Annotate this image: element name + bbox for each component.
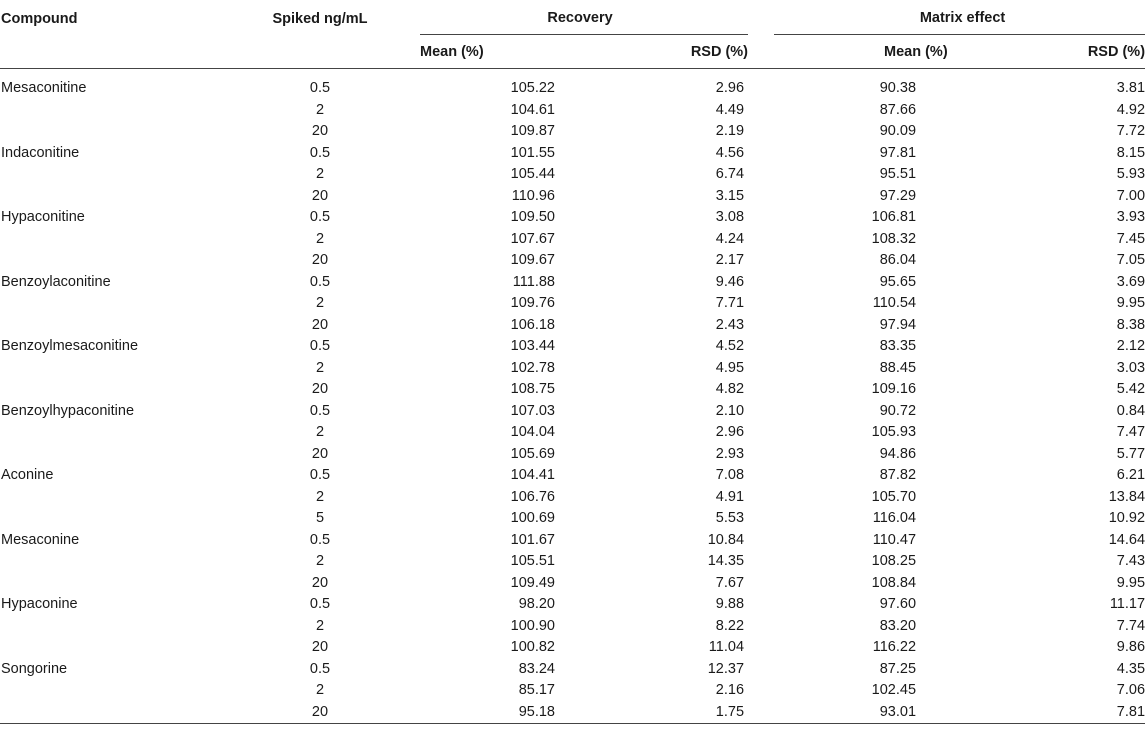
table-row xyxy=(0,551,1145,573)
cell-matrix-mean: 87.66 xyxy=(879,101,917,118)
header-recovery xyxy=(400,0,760,35)
cell-compound xyxy=(0,487,240,509)
table-row xyxy=(0,293,1145,315)
cell-recovery-rsd: 3.08 xyxy=(715,209,745,225)
cell-compound xyxy=(0,573,240,595)
cell-compound: Songorine xyxy=(1,660,68,677)
cell-spiked: 0.5 xyxy=(309,467,331,483)
cell-recovery-mean: 105.51 xyxy=(510,553,555,569)
cell-spiked: 2 xyxy=(315,101,325,118)
cell-spiked: 0.5 xyxy=(309,596,331,612)
cell-spiked: 2 xyxy=(315,166,325,182)
cell-matrix-rsd: 9.95 xyxy=(1116,574,1145,591)
cell-spiked: 2 xyxy=(315,553,325,569)
cell-spiked: 20 xyxy=(311,574,329,591)
table-row xyxy=(0,487,1145,509)
cell-compound xyxy=(0,250,240,272)
cell-matrix-mean: 108.25 xyxy=(871,553,917,569)
cell-compound xyxy=(0,164,240,186)
cell-recovery-mean: 109.67 xyxy=(510,252,555,268)
cell-recovery-mean: 105.22 xyxy=(510,80,555,96)
cell-matrix-rsd: 4.92 xyxy=(1116,101,1145,118)
cell-recovery-mean: 107.03 xyxy=(510,402,555,419)
cell-recovery-rsd: 7.08 xyxy=(715,467,745,483)
cell-matrix-mean: 87.25 xyxy=(879,660,917,677)
cell-compound: Benzoylmesaconitine xyxy=(1,338,139,354)
cell-compound: Hypaconine xyxy=(1,596,78,612)
header-matrix-effect xyxy=(760,0,1145,35)
cell-matrix-rsd: 7.00 xyxy=(1116,187,1145,204)
cell-spiked: 5 xyxy=(315,510,325,526)
cell-recovery-mean: 100.90 xyxy=(510,617,555,634)
cell-compound xyxy=(0,422,240,444)
table-row xyxy=(0,530,1145,552)
cell-compound xyxy=(0,293,240,315)
cell-matrix-mean: 83.35 xyxy=(879,338,917,354)
cell-recovery-rsd: 2.93 xyxy=(715,445,745,462)
cell-recovery-rsd: 4.24 xyxy=(715,230,745,247)
cell-matrix-rsd: 4.35 xyxy=(1116,660,1145,677)
cell-matrix-mean: 97.29 xyxy=(879,187,917,204)
cell-recovery-rsd: 2.16 xyxy=(715,682,745,698)
cell-spiked: 20 xyxy=(311,639,329,655)
table-body xyxy=(0,69,1145,724)
table-row xyxy=(0,659,1145,681)
table-row xyxy=(0,444,1145,466)
table-row xyxy=(0,422,1145,444)
cell-spiked: 20 xyxy=(240,702,400,724)
cell-spiked: 2 xyxy=(315,617,325,634)
cell-recovery-rsd: 2.19 xyxy=(715,123,745,139)
cell-compound: Aconine xyxy=(1,467,54,483)
cell-matrix-mean: 102.45 xyxy=(871,682,917,698)
cell-recovery-rsd: 1.75 xyxy=(555,702,760,724)
cell-compound xyxy=(0,315,240,337)
cell-recovery-mean: 109.87 xyxy=(510,123,555,139)
cell-matrix-mean: 116.22 xyxy=(872,639,917,655)
cell-matrix-rsd: 8.38 xyxy=(1116,316,1145,333)
cell-recovery-mean: 104.41 xyxy=(510,467,555,483)
recovery-rule xyxy=(420,34,748,35)
cell-recovery-rsd: 2.96 xyxy=(715,424,745,440)
header-recovery-label: Recovery xyxy=(547,9,613,26)
table-row xyxy=(0,637,1145,659)
cell-spiked: 2 xyxy=(315,295,325,311)
cell-recovery-rsd: 2.96 xyxy=(715,80,745,96)
cell-recovery-rsd: 4.52 xyxy=(715,338,745,354)
cell-matrix-mean: 93.01 xyxy=(760,702,940,724)
cell-recovery-mean: 104.61 xyxy=(510,101,555,118)
cell-matrix-mean: 90.38 xyxy=(879,80,917,96)
table-row xyxy=(0,379,1145,401)
cell-recovery-mean: 108.75 xyxy=(510,381,555,397)
cell-compound xyxy=(0,616,240,638)
table-row xyxy=(0,358,1145,380)
cell-compound xyxy=(0,680,240,702)
cell-matrix-rsd: 7.06 xyxy=(1116,682,1145,698)
cell-compound xyxy=(0,358,240,380)
cell-spiked: 20 xyxy=(311,252,329,268)
cell-matrix-rsd: 5.42 xyxy=(1116,381,1145,397)
cell-compound xyxy=(0,379,240,401)
cell-matrix-rsd: 7.72 xyxy=(1116,123,1145,139)
cell-matrix-rsd: 8.15 xyxy=(1116,144,1145,161)
header-recovery-rsd: RSD (%) xyxy=(555,35,760,69)
cell-recovery-rsd: 10.84 xyxy=(707,531,745,548)
cell-matrix-mean: 110.54 xyxy=(872,295,917,311)
cell-matrix-rsd: 3.81 xyxy=(1116,80,1145,96)
cell-recovery-rsd: 14.35 xyxy=(707,553,745,569)
cell-spiked: 0.5 xyxy=(309,338,331,354)
cell-spiked: 20 xyxy=(311,316,329,333)
cell-compound xyxy=(0,121,240,143)
cell-matrix-rsd: 5.93 xyxy=(1116,166,1145,182)
cell-matrix-mean: 83.20 xyxy=(879,617,917,634)
cell-matrix-rsd: 7.43 xyxy=(1116,553,1145,569)
cell-compound xyxy=(0,508,240,530)
cell-compound: Indaconitine xyxy=(1,144,80,161)
cell-compound xyxy=(0,444,240,466)
cell-recovery-rsd: 6.74 xyxy=(715,166,745,182)
cell-matrix-rsd: 7.81 xyxy=(940,702,1145,724)
cell-spiked: 0.5 xyxy=(309,531,331,548)
table-row xyxy=(0,186,1145,208)
cell-spiked: 0.5 xyxy=(309,660,331,677)
header-matrix-rsd: RSD (%) xyxy=(940,35,1145,69)
cell-recovery-mean: 111.88 xyxy=(512,273,555,290)
cell-recovery-mean: 83.24 xyxy=(518,660,555,677)
cell-matrix-mean: 94.86 xyxy=(879,445,917,462)
cell-recovery-rsd: 9.88 xyxy=(715,596,745,612)
cell-matrix-mean: 95.65 xyxy=(879,273,917,290)
cell-recovery-mean: 101.67 xyxy=(510,531,555,548)
table-row xyxy=(0,336,1145,358)
cell-compound xyxy=(0,637,240,659)
cell-matrix-rsd: 10.92 xyxy=(1108,510,1145,526)
cell-compound xyxy=(0,702,240,724)
header-row-groups xyxy=(0,0,1145,35)
cell-recovery-rsd: 2.17 xyxy=(715,252,745,268)
cell-spiked: 2 xyxy=(315,424,325,440)
table-row xyxy=(0,508,1145,530)
table-row xyxy=(0,250,1145,272)
cell-recovery-mean: 109.76 xyxy=(510,295,555,311)
cell-recovery-rsd: 11.04 xyxy=(708,639,745,655)
cell-matrix-rsd: 2.12 xyxy=(1116,338,1145,354)
cell-matrix-rsd: 3.69 xyxy=(1116,273,1145,290)
cell-recovery-rsd: 7.67 xyxy=(715,574,745,591)
cell-recovery-rsd: 9.46 xyxy=(715,273,745,290)
cell-matrix-rsd: 5.77 xyxy=(1116,445,1145,462)
cell-compound: Mesaconitine xyxy=(1,80,87,96)
cell-recovery-rsd: 4.82 xyxy=(715,381,745,397)
header-spiked: Spiked ng/mL xyxy=(240,0,400,69)
cell-compound xyxy=(0,551,240,573)
cell-recovery-rsd: 4.49 xyxy=(715,101,745,118)
cell-recovery-rsd: 2.43 xyxy=(715,316,745,333)
cell-compound: Hypaconitine xyxy=(1,209,85,225)
cell-spiked: 20 xyxy=(311,445,329,462)
cell-spiked: 0.5 xyxy=(309,273,331,290)
cell-matrix-rsd: 11.17 xyxy=(1109,596,1145,612)
cell-recovery-mean: 95.18 xyxy=(400,702,555,724)
cell-matrix-mean: 95.51 xyxy=(879,166,917,182)
table-row xyxy=(0,573,1145,595)
cell-spiked: 2 xyxy=(315,230,325,247)
table-row xyxy=(0,272,1145,294)
cell-recovery-rsd: 4.56 xyxy=(715,144,745,161)
cell-spiked: 20 xyxy=(311,381,329,397)
table-row xyxy=(0,164,1145,186)
cell-matrix-mean: 110.47 xyxy=(872,531,917,548)
cell-spiked: 0.5 xyxy=(309,80,331,96)
cell-matrix-mean: 90.72 xyxy=(879,402,917,419)
table-row xyxy=(0,465,1145,487)
cell-matrix-rsd: 6.21 xyxy=(1116,467,1145,483)
table-row xyxy=(0,401,1145,423)
cell-spiked: 0.5 xyxy=(309,144,331,161)
table-row xyxy=(0,143,1145,165)
cell-compound xyxy=(0,100,240,122)
header-recovery-mean: Mean (%) xyxy=(400,35,555,69)
cell-recovery-rsd: 5.53 xyxy=(715,510,745,526)
cell-matrix-mean: 97.81 xyxy=(879,144,917,161)
cell-spiked: 2 xyxy=(315,682,325,698)
cell-recovery-mean: 101.55 xyxy=(510,144,555,161)
header-matrix-label: Matrix effect xyxy=(919,9,1006,26)
cell-matrix-rsd: 9.86 xyxy=(1116,639,1145,655)
cell-matrix-rsd: 14.64 xyxy=(1108,531,1145,548)
cell-recovery-mean: 100.69 xyxy=(510,510,555,526)
cell-compound: Benzoylaconitine xyxy=(1,273,111,290)
cell-matrix-mean: 87.82 xyxy=(879,467,917,483)
cell-compound: Benzoylhypaconitine xyxy=(1,402,135,419)
cell-compound: Mesaconine xyxy=(1,531,80,548)
table-row xyxy=(0,594,1145,616)
header-compound: Compound xyxy=(0,0,240,69)
cell-matrix-mean: 108.32 xyxy=(871,230,917,247)
header-matrix-mean: Mean (%) xyxy=(760,35,940,69)
cell-matrix-rsd: 9.95 xyxy=(1116,295,1145,311)
table-row xyxy=(0,680,1145,702)
cell-spiked: 0.5 xyxy=(309,402,331,419)
cell-recovery-mean: 107.67 xyxy=(510,230,555,247)
cell-matrix-rsd: 7.47 xyxy=(1116,424,1145,440)
cell-recovery-mean: 85.17 xyxy=(518,682,555,698)
cell-recovery-mean: 104.04 xyxy=(510,424,555,440)
cell-matrix-mean: 90.09 xyxy=(879,123,917,139)
cell-matrix-mean: 106.81 xyxy=(871,209,917,225)
cell-recovery-mean: 109.49 xyxy=(510,574,555,591)
cell-spiked: 20 xyxy=(311,123,329,139)
cell-recovery-mean: 102.78 xyxy=(510,359,555,376)
cell-matrix-mean: 86.04 xyxy=(879,252,917,268)
cell-matrix-mean: 105.70 xyxy=(871,488,917,505)
cell-compound xyxy=(0,229,240,251)
cell-recovery-rsd: 3.15 xyxy=(715,187,745,204)
cell-recovery-mean: 105.69 xyxy=(510,445,555,462)
cell-matrix-rsd: 7.45 xyxy=(1116,230,1145,247)
cell-recovery-mean: 98.20 xyxy=(518,596,555,612)
cell-recovery-rsd: 7.71 xyxy=(715,295,745,311)
cell-matrix-rsd: 7.05 xyxy=(1116,252,1145,268)
cell-recovery-rsd: 12.37 xyxy=(707,660,745,677)
table-row xyxy=(0,121,1145,143)
cell-recovery-rsd: 4.95 xyxy=(715,359,745,376)
cell-recovery-mean: 105.44 xyxy=(510,166,555,182)
table-row xyxy=(0,207,1145,229)
cell-matrix-mean: 88.45 xyxy=(879,359,917,376)
cell-spiked: 0.5 xyxy=(309,209,331,225)
table-row xyxy=(0,229,1145,251)
cell-recovery-rsd: 4.91 xyxy=(715,488,745,505)
table-row xyxy=(0,616,1145,638)
cell-recovery-mean: 106.18 xyxy=(510,316,555,333)
cell-recovery-mean: 109.50 xyxy=(510,209,555,225)
cell-matrix-rsd: 13.84 xyxy=(1108,488,1145,505)
cell-recovery-mean: 110.96 xyxy=(511,187,555,204)
cell-compound xyxy=(0,186,240,208)
cell-matrix-mean: 116.04 xyxy=(872,510,917,526)
cell-recovery-mean: 106.76 xyxy=(510,488,555,505)
cell-matrix-mean: 109.16 xyxy=(871,381,917,397)
table-row xyxy=(0,69,1145,100)
cell-recovery-mean: 100.82 xyxy=(510,639,555,655)
cell-matrix-rsd: 3.03 xyxy=(1116,359,1145,376)
cell-matrix-rsd: 7.74 xyxy=(1116,617,1145,634)
matrix-rule xyxy=(774,34,1145,35)
cell-spiked: 20 xyxy=(311,187,329,204)
cell-spiked: 2 xyxy=(315,359,325,376)
cell-recovery-rsd: 8.22 xyxy=(715,617,745,634)
table-row xyxy=(0,702,1145,724)
cell-recovery-mean: 103.44 xyxy=(510,338,555,354)
cell-matrix-mean: 105.93 xyxy=(871,424,917,440)
cell-matrix-rsd: 0.84 xyxy=(1116,402,1145,419)
cell-matrix-mean: 108.84 xyxy=(871,574,917,591)
cell-recovery-rsd: 2.10 xyxy=(715,402,745,419)
cell-spiked: 2 xyxy=(315,488,325,505)
cell-matrix-mean: 97.94 xyxy=(879,316,917,333)
table-row xyxy=(0,315,1145,337)
table-row xyxy=(0,100,1145,122)
cell-matrix-rsd: 3.93 xyxy=(1116,209,1145,225)
cell-matrix-mean: 97.60 xyxy=(879,596,917,612)
